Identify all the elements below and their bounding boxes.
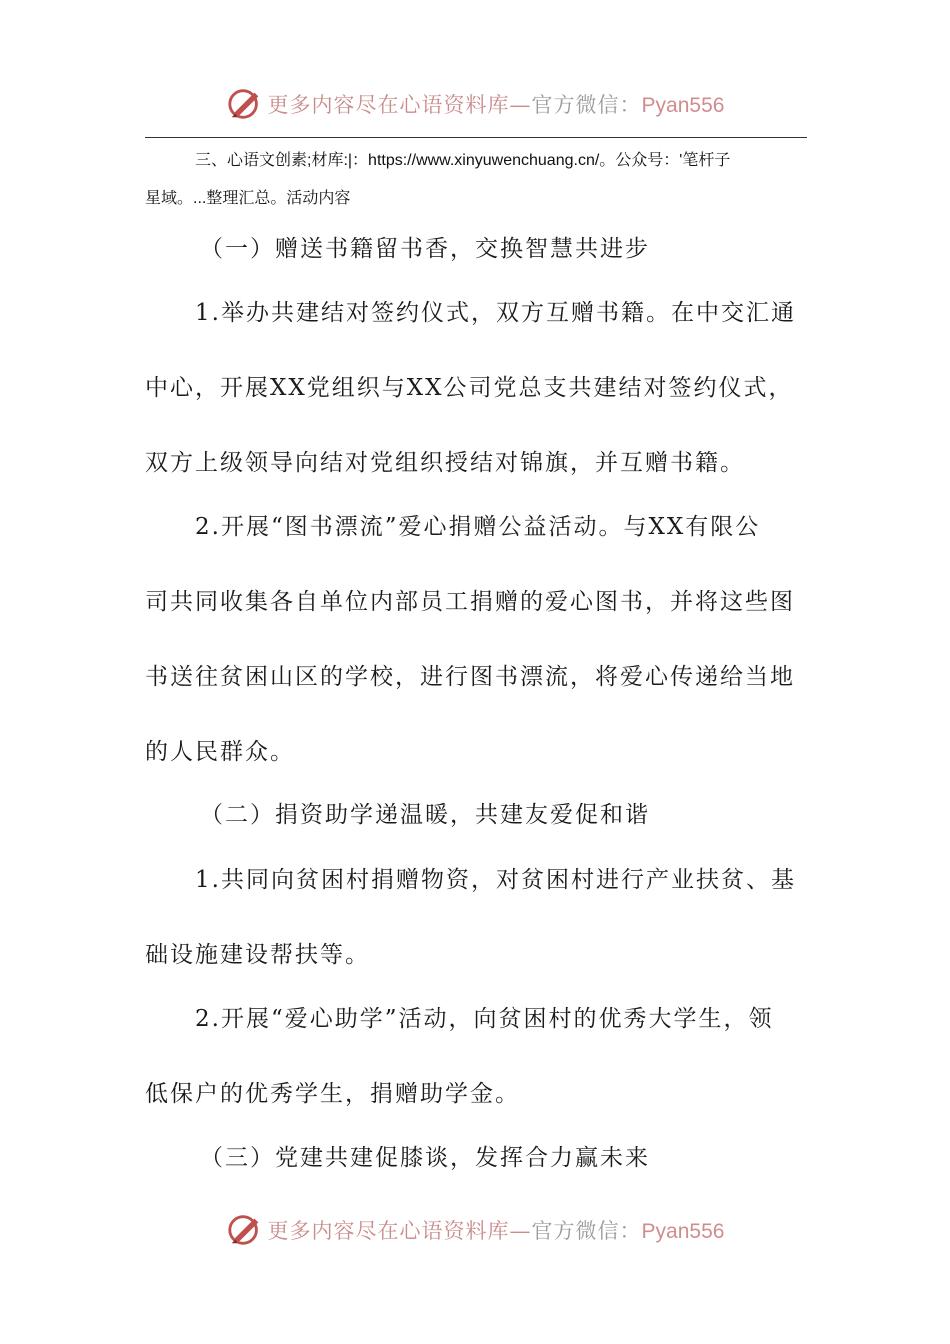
paragraph-line: 中心，开展XX党组织与XX公司党总支共建结对签约仪式，	[145, 375, 794, 401]
header-divider	[145, 137, 807, 138]
watermark-wechat-label: 官方微信：	[531, 1219, 642, 1243]
header-watermark	[0, 82, 950, 126]
paragraph-line: 1.举办共建结对签约仪式，双方互赠书籍。在中交汇通	[195, 300, 796, 326]
paragraph-line: 书送往贫困山区的学校，进行图书漂流，将爱心传递给当地	[145, 664, 795, 690]
pen-logo-icon	[226, 85, 264, 123]
source-note-line-2: 星域。...整理汇总。活动内容	[145, 190, 351, 207]
section-heading-3: （三）党建共建促膝谈，发挥合力赢未来	[200, 1145, 650, 1171]
watermark-wechat-id: Pyan556	[641, 1220, 725, 1243]
paragraph-line: 的人民群众。	[145, 739, 295, 765]
source-note-line-1: 三、心语文创素;材库:|：https://www.xinyuwenchuang.cn/。公众号：'笔杆子	[195, 152, 731, 169]
watermark-prefix: 更多内容尽在心语资料库—	[267, 1219, 532, 1243]
section-heading-2: （二）捐资助学递温暖，共建友爱促和谐	[200, 802, 650, 828]
watermark-wechat-id: Pyan556	[641, 94, 725, 117]
paragraph-line: 低保户的优秀学生，捐赠助学金。	[145, 1081, 520, 1107]
pen-logo-icon	[226, 1211, 264, 1249]
section-heading-1: （一）赠送书籍留书香，交换智慧共进步	[200, 236, 650, 262]
watermark-wechat-label: 官方微信：	[531, 93, 642, 117]
paragraph-line: 础设施建设帮扶等。	[145, 942, 370, 968]
paragraph-line: 2.开展“图书漂流”爱心捐赠公益活动。与XX有限公	[195, 514, 761, 540]
paragraph-line: 1.共同向贫困村捐赠物资，对贫困村进行产业扶贫、基	[195, 867, 796, 893]
watermark-prefix: 更多内容尽在心语资料库—	[267, 93, 532, 117]
paragraph-line: 司共同收集各自单位内部员工捐赠的爱心图书，并将这些图	[145, 589, 795, 615]
paragraph-line: 2.开展“爱心助学”活动，向贫困村的优秀大学生，领	[195, 1006, 774, 1032]
paragraph-line: 双方上级领导向结对党组织授结对锦旗，并互赠书籍。	[145, 450, 745, 476]
footer-watermark	[0, 1208, 950, 1252]
